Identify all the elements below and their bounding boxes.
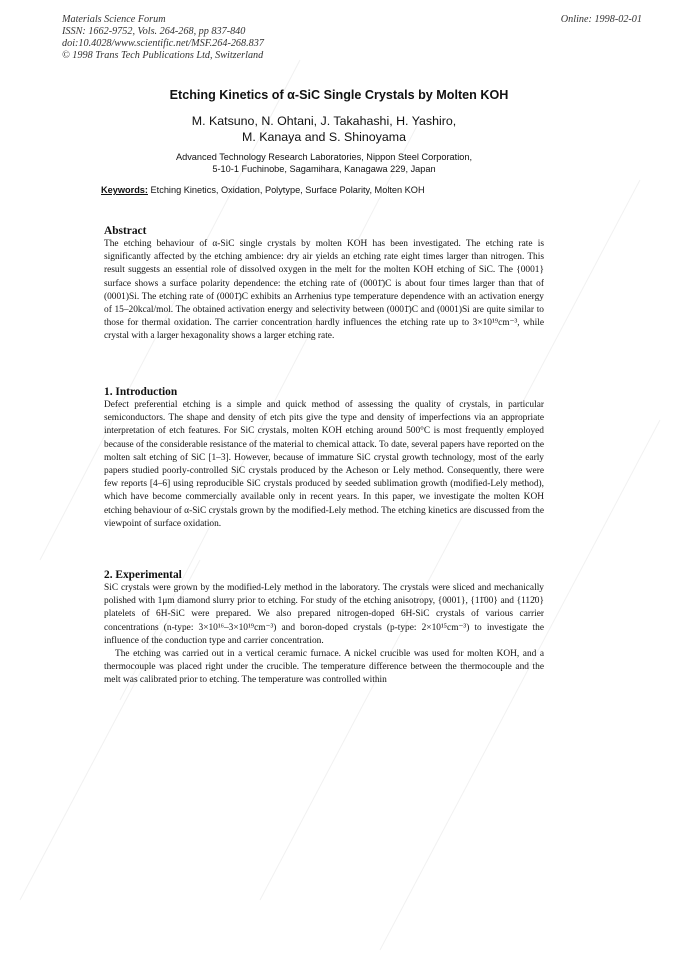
author-line: M. Kanaya and S. Shinoyama bbox=[242, 129, 406, 144]
keywords-text: Etching Kinetics, Oxidation, Polytype, Surface Polarity, Molten KOH bbox=[150, 185, 425, 195]
author-list bbox=[0, 114, 648, 145]
introduction-section bbox=[104, 385, 544, 531]
keywords bbox=[101, 185, 425, 195]
abstract-text: The etching behaviour of α-SiC single crystals by molten KOH has been investigated. The etching rate is significantly affected by the etching ambience: dry air yields an etching rate eight times larger than nitrogen. This result suggests an essential role of dissolved oxygen in the melt for the molten KOH etching of SiC. The {0001} surface shows a surface polarity dependence: the etching rate of (0001̄)C is about four times larger than that of (0001)Si. The etching rate of (0001̄)C exhibits an Arrhenius type temperature dependence with an activation energy of 15–20kcal/mol. The obtained activation energy and selectivity between (0001̄)C and (0001)Si are quite similar to those for thermal oxidation. The carrier concentration hardly influences the etching rate up to 3×10¹⁹cm⁻³, while crystal with a larger hexagonality shows a larger etching rate. bbox=[104, 239, 544, 342]
doi-line[interactable]: doi:10.4028/www.scientific.net/MSF.264-268.837 bbox=[62, 38, 264, 49]
abstract-section bbox=[104, 224, 544, 344]
affiliation-line: Advanced Technology Research Laboratories, Nippon Steel Corporation, bbox=[175, 152, 473, 162]
issn-line: ISSN: 1662-9752, Vols. 264-268, pp 837-840 bbox=[62, 26, 246, 37]
experimental-section bbox=[104, 568, 544, 688]
journal-name: Materials Science Forum bbox=[62, 14, 166, 25]
online-date: Online: 1998-02-01 bbox=[560, 14, 642, 25]
abstract-heading: Abstract bbox=[104, 225, 147, 237]
affiliation-line: 5-10-1 Fuchinobe, Sagamihara, Kanagawa 229, Japan bbox=[212, 164, 436, 174]
experimental-paragraph: The etching was carried out in a vertical ceramic furnace. A nickel crucible was used for molten KOH, and a thermocouple was placed right under the crucible. The temperature difference between the thermocouple and the melt was calibrated prior to etching. The temperature was controlled within bbox=[104, 649, 544, 686]
affiliation bbox=[0, 151, 648, 175]
introduction-heading: 1. Introduction bbox=[104, 386, 178, 398]
experimental-heading: 2. Experimental bbox=[104, 569, 182, 581]
keywords-label: Keywords: bbox=[101, 185, 148, 195]
author-line: M. Katsuno, N. Ohtani, J. Takahashi, H. Yashiro, bbox=[191, 114, 457, 128]
journal-metadata bbox=[62, 14, 264, 62]
experimental-paragraph: SiC crystals were grown by the modified-Lely method in the laboratory. The crystals were sliced and mechanically polished with 1μm diamond slurry prior to etching. For study of the etching anisotropy, {0001}, {11̄00} and {112̄0} platelets of 6H-SiC were prepared. We also prepared nitrogen-doped 6H-SiC crystals of various carrier concentrations (n-type: 3×10¹⁶–3×10¹⁹cm⁻³) and boron-doped crystals (p-type: 2×10¹⁵cm⁻³) to investigate the influence of the conduction type and carrier concentration. bbox=[104, 583, 544, 646]
paper-title: Etching Kinetics of α-SiC Single Crystals by Molten KOH bbox=[169, 88, 509, 102]
introduction-text: Defect preferential etching is a simple and quick method of assessing the quality of crystals, in particular semiconductors. The shape and density of etch pits give the type and density of imperfections via an appropriate interpretation of etch features. For SiC crystals, molten KOH etching around 500°C is most frequently employed because of the considerable resistance of the material to chemical attack. To date, several papers have reported on the molten salt etching of SiC [1–3]. However, because of immature SiC crystal growth technology, most of the early papers studied poorly-controlled SiC crystals produced by the Acheson or Lely method. Consequently, there were few reports [4–6] using reproducible SiC crystals produced by seeded sublimation growth (modified-Lely method), which have become commercially available only in recent years. In this paper, we investigate the molten KOH etching behaviour of α-SiC crystals grown by the modified-Lely method. The etching kinetics are discussed from the viewpoint of surface oxidation. bbox=[104, 400, 544, 529]
copyright-line: © 1998 Trans Tech Publications Ltd, Switzerland bbox=[62, 50, 264, 61]
